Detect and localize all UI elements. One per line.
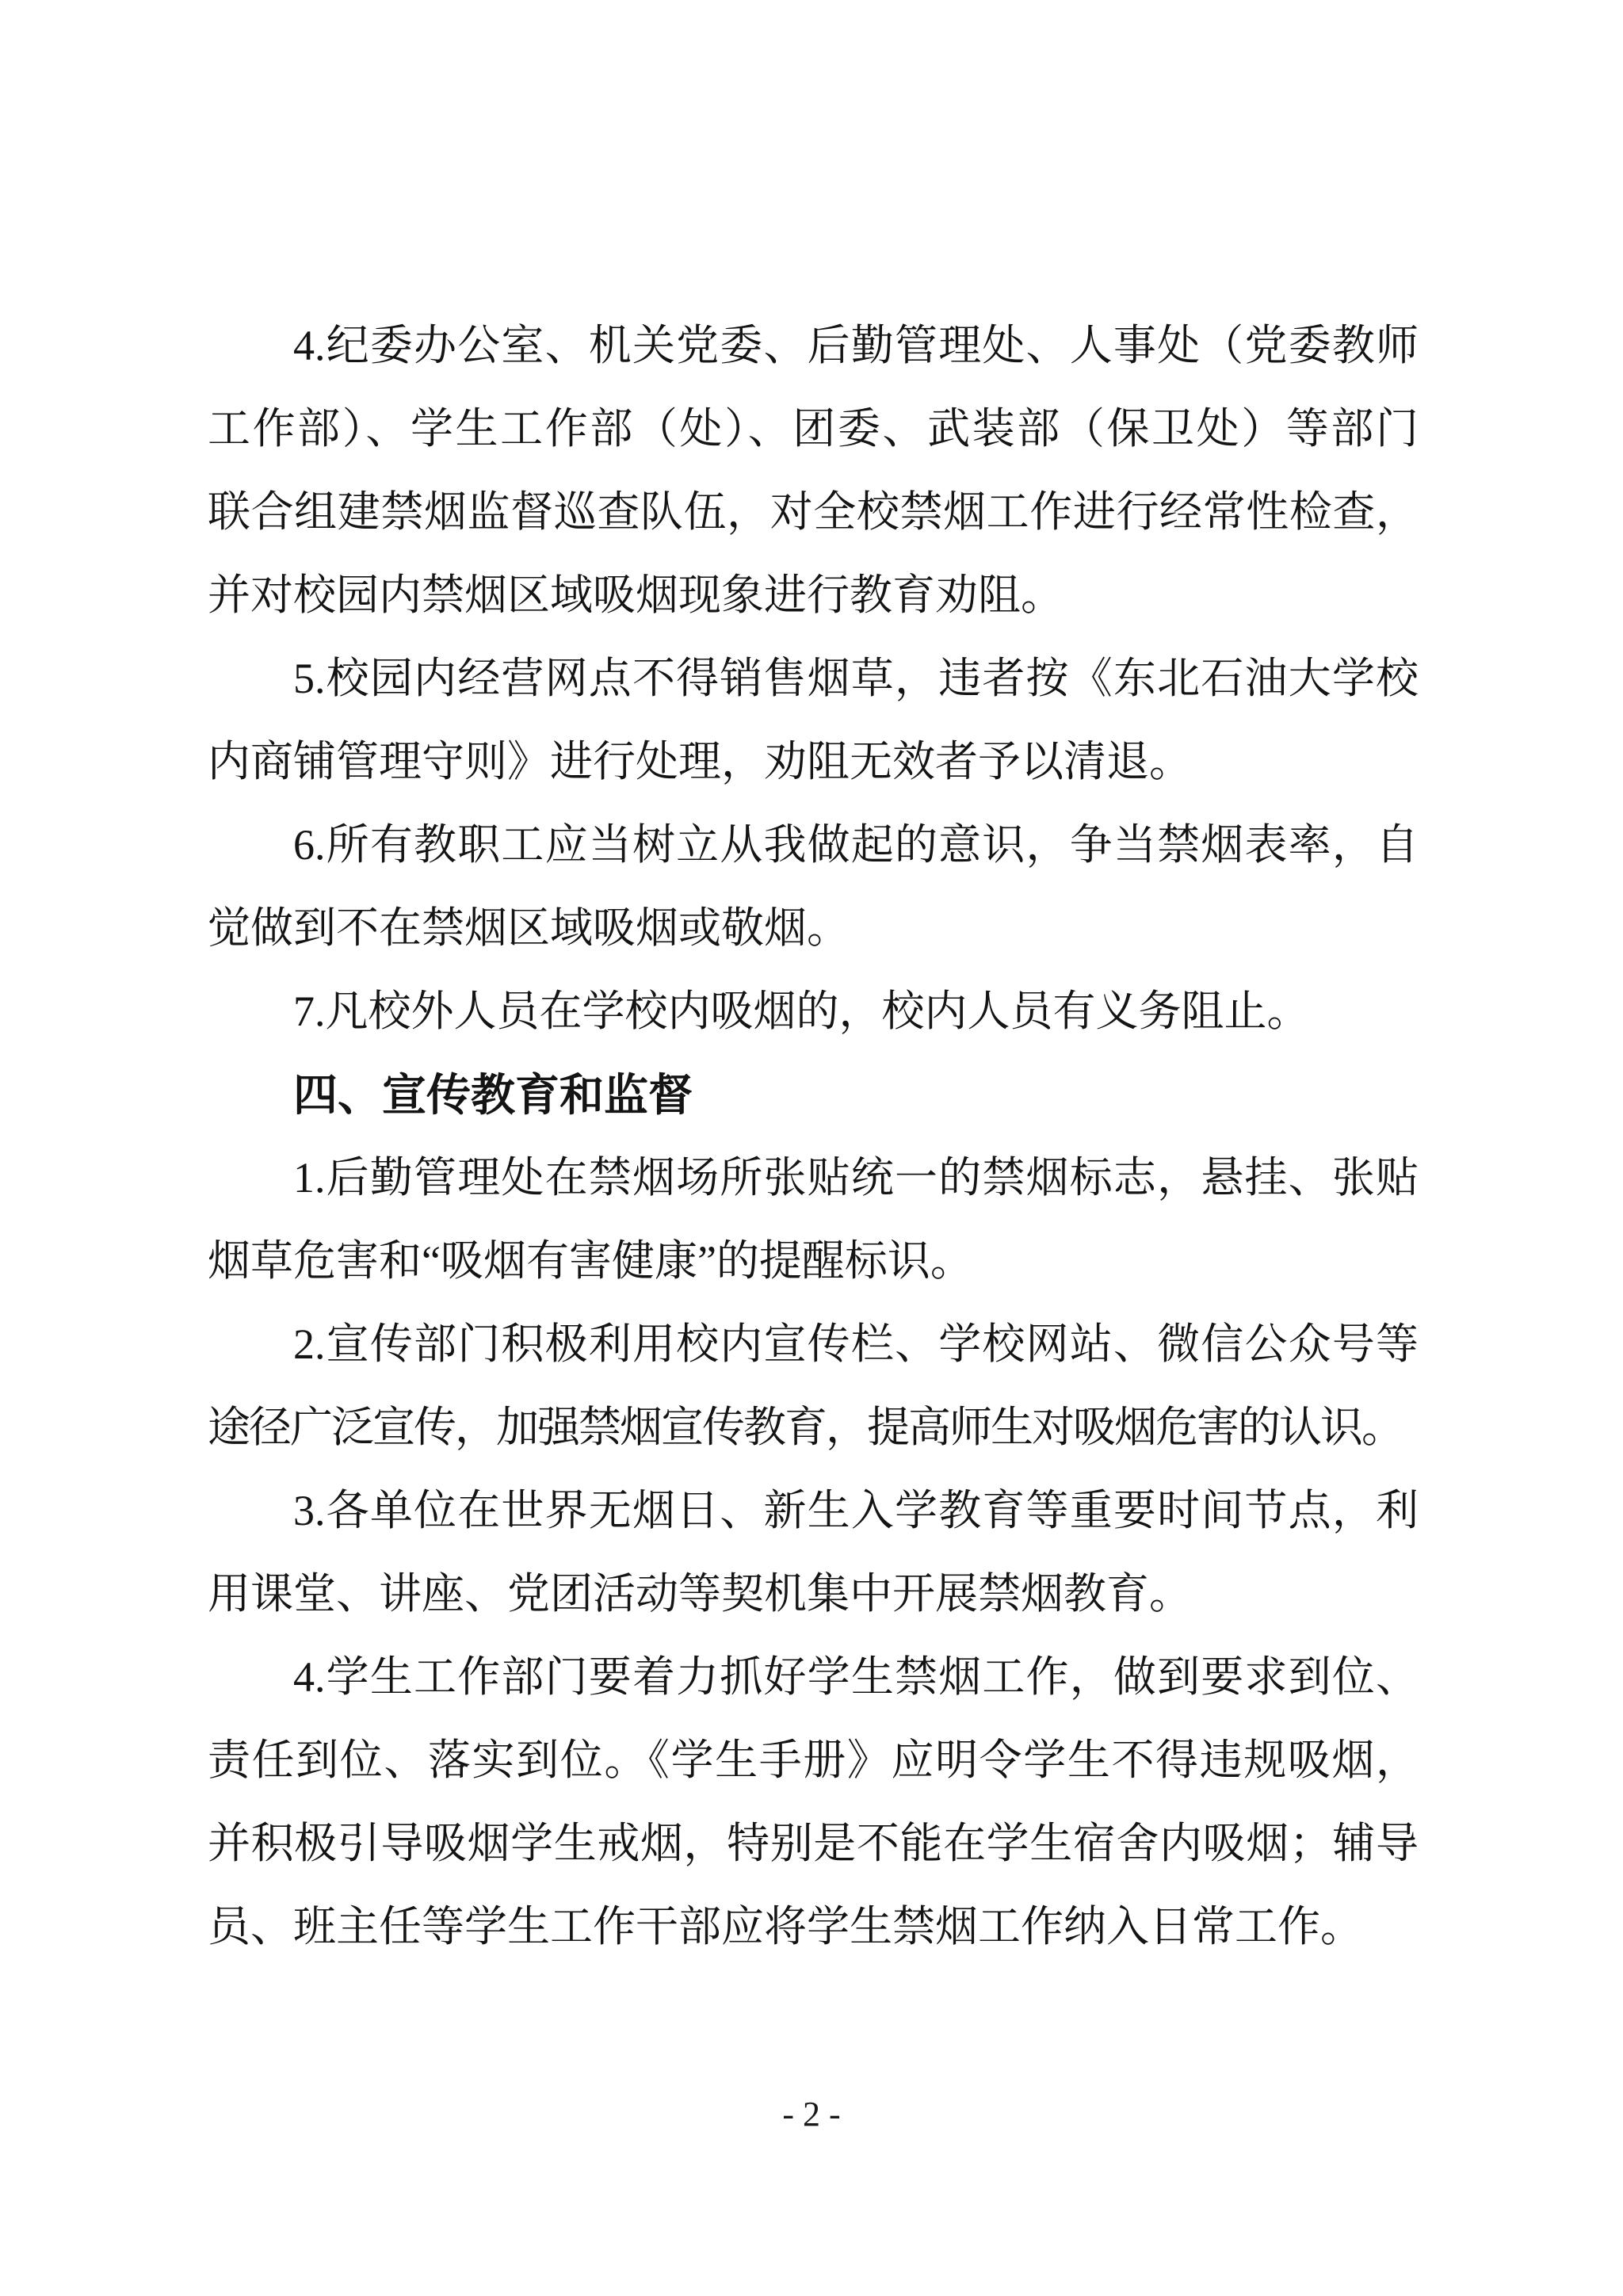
document-line: 员、班主任等学生工作干部应将学生禁烟工作纳入日常工作。 (208, 1903, 1363, 1950)
document-line: 烟草危害和“吸烟有害健康”的提醒标识。 (208, 1237, 973, 1285)
document-line: 联合组建禁烟监督巡查队伍，对全校禁烟工作进行经常性检查， (208, 488, 1419, 536)
document-line: 2.宣传部门积极利用校内宣传栏、学校网站、微信公众号等 (293, 1320, 1419, 1368)
document-line: 内商铺管理守则》进行处理，劝阻无效者予以清退。 (208, 738, 1192, 785)
document-line: 工作部）、学生工作部（处）、团委、武装部（保卫处）等部门 (208, 405, 1419, 453)
document-line: 用课堂、讲座、党团活动等契机集中开展禁烟教育。 (208, 1570, 1192, 1618)
document-line: 4.纪委办公室、机关党委、后勤管理处、人事处（党委教师 (293, 322, 1419, 369)
document-body (208, 304, 1419, 1969)
document-line: 5.校园内经营网点不得销售烟草，违者按《东北石油大学校 (293, 655, 1419, 702)
document-line: 1.后勤管理处在禁烟场所张贴统一的禁烟标志，悬挂、张贴 (293, 1154, 1419, 1201)
document-line: 途径广泛宣传，加强禁烟宣传教育，提高师生对吸烟危害的认识。 (208, 1404, 1403, 1451)
document-line: 4.学生工作部门要着力抓好学生禁烟工作，做到要求到位、 (293, 1653, 1419, 1701)
document-line: 3.各单位在世界无烟日、新生入学教育等重要时间节点，利 (293, 1487, 1419, 1534)
document-line: 责任到位、落实到位。《学生手册》应明令学生不得违规吸烟， (208, 1736, 1419, 1784)
document-line: 觉做到不在禁烟区域吸烟或敬烟。 (208, 904, 850, 952)
document-line: 6.所有教职工应当树立从我做起的意识，争当禁烟表率，自 (293, 821, 1419, 869)
page-number: - 2 - (782, 2095, 841, 2134)
document-line: 7.凡校外人员在学校内吸烟的，校内人员有义务阻止。 (293, 988, 1310, 1035)
document-line: 并积极引导吸烟学生戒烟，特别是不能在学生宿舍内吸烟；辅导 (208, 1820, 1419, 1867)
section-heading: 四、宣传教育和监督 (293, 1070, 693, 1120)
document-line: 并对校园内禁烟区域吸烟现象进行教育劝阻。 (208, 571, 1064, 619)
